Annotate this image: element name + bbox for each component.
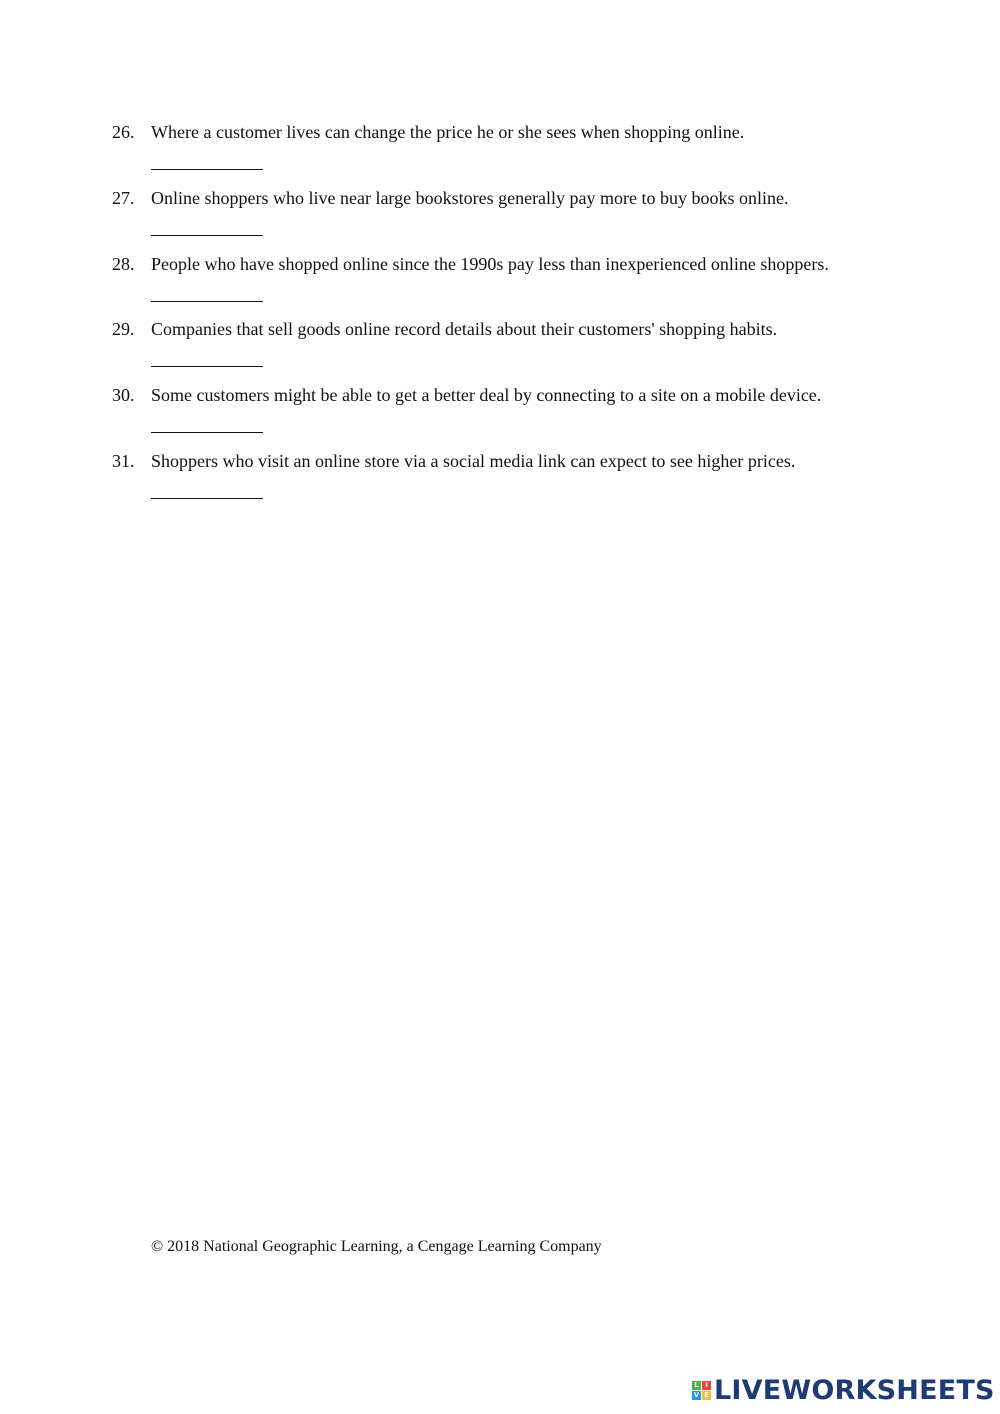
- logo-mark-i: I: [702, 1381, 711, 1390]
- logo-mark-e: E: [702, 1391, 711, 1400]
- answer-blank-27[interactable]: [151, 221, 263, 236]
- question-number: 29.: [112, 319, 135, 339]
- question-number: 26.: [112, 122, 135, 142]
- question-text: Shoppers who visit an online store via a social media link can expect to see higher prices.: [151, 451, 796, 471]
- question-29: [112, 316, 912, 342]
- copyright-notice: © 2018 National Geographic Learning, a Cengage Learning Company: [151, 1238, 602, 1255]
- liveworksheets-logo-icon: [692, 1381, 711, 1400]
- question-text: Where a customer lives can change the price he or she sees when shopping online.: [151, 122, 745, 142]
- liveworksheets-logo[interactable]: [692, 1373, 995, 1407]
- question-28: [112, 251, 912, 277]
- logo-wordmark: LIVEWORKSHEETS: [714, 1374, 995, 1406]
- question-27: [112, 185, 912, 211]
- question-30: [112, 382, 912, 408]
- question-text: Companies that sell goods online record details about their customers' shopping habits.: [151, 319, 778, 339]
- question-31: [112, 448, 912, 474]
- answer-blank-28[interactable]: [151, 287, 263, 302]
- question-text: Online shoppers who live near large bookstores generally pay more to buy books online.: [151, 188, 789, 208]
- question-26: [112, 119, 912, 145]
- question-text: Some customers might be able to get a better deal by connecting to a site on a mobile device.: [151, 385, 822, 405]
- question-text: People who have shopped online since the 1990s pay less than inexperienced online shoppers.: [151, 254, 829, 274]
- answer-blank-31[interactable]: [151, 484, 263, 499]
- answer-blank-29[interactable]: [151, 352, 263, 367]
- answer-blank-30[interactable]: [151, 418, 263, 433]
- question-number: 27.: [112, 188, 135, 208]
- logo-mark-v: V: [693, 1390, 700, 1399]
- question-number: 28.: [112, 254, 135, 274]
- question-number: 31.: [112, 451, 135, 471]
- answer-blank-26[interactable]: [151, 155, 263, 170]
- logo-mark-l: L: [692, 1381, 701, 1390]
- question-number: 30.: [112, 385, 135, 405]
